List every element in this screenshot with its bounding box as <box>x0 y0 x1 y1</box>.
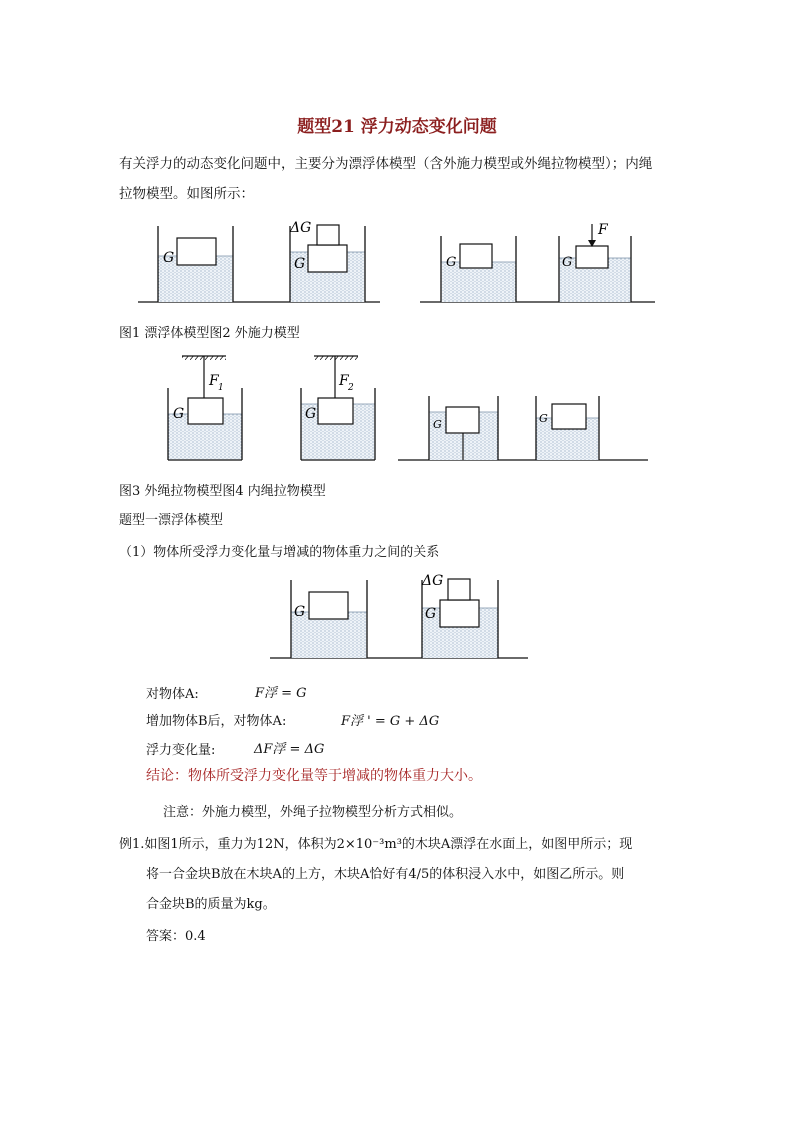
label-f2-sub: 2 <box>348 383 354 393</box>
label-g: G <box>305 406 317 422</box>
eq-a-formula: F浮 = G <box>255 686 307 701</box>
block-a <box>440 600 479 627</box>
label-g: G <box>539 412 548 425</box>
eq-a-label: 对物体A: <box>146 687 199 702</box>
figure-4-internal-rope-model <box>398 396 648 460</box>
label-g: G <box>433 418 442 431</box>
intro-line-1: 有关浮力的动态变化问题中，主要分为漂浮体模型（含外施力模型或外绳拉物模型）；内绳 <box>119 156 653 172</box>
figure-1-floating-model <box>138 220 380 302</box>
example-line-1: 例1.如图1所示，重力为12N，体积为2×10⁻³m³的木块A漂浮在水面上，如图甲所示；现 <box>119 837 633 852</box>
label-g: G <box>562 255 573 270</box>
conclusion: 结论：物体所受浮力变化量等于增减的物体重力大小。 <box>146 768 482 784</box>
label-f1-sub: 1 <box>218 383 224 393</box>
caption-fig-1-2: 图1 漂浮体模型图2 外施力模型 <box>119 326 300 341</box>
block-a <box>318 398 353 424</box>
eq-b-formula: F浮 ' = G + ΔG <box>341 714 440 729</box>
label-f2: F <box>339 373 349 389</box>
block-a <box>576 246 608 268</box>
block-a <box>309 592 348 619</box>
eq-b-label: 增加物体B后，对物体A: <box>146 714 287 729</box>
block-a <box>308 245 347 272</box>
block-a <box>552 404 586 429</box>
eq-delta-label: 浮力变化量: <box>146 743 216 758</box>
label-f1: F <box>209 373 219 389</box>
label-f: F <box>598 222 608 238</box>
intro-line-2: 拉物模型。如图所示： <box>119 186 254 202</box>
section-subheading: （1）物体所受浮力变化量与增减的物体重力之间的关系 <box>119 545 440 560</box>
block-b <box>317 225 339 245</box>
block-b <box>448 579 470 600</box>
example-line-3: 合金块B的质量为kg。 <box>146 897 276 912</box>
label-delta-g: ΔG <box>290 220 312 236</box>
block-a <box>446 407 479 433</box>
label-g: G <box>173 406 185 422</box>
figure-section-floating <box>270 573 528 658</box>
block-a <box>460 244 492 268</box>
section-heading: 题型一漂浮体模型 <box>119 513 224 528</box>
block-a <box>188 398 223 424</box>
block-a <box>177 238 216 265</box>
note: 注意：外施力模型，外绳子拉物模型分析方式相似。 <box>163 805 463 820</box>
label-g: G <box>446 255 457 270</box>
answer: 答案：0.4 <box>146 929 206 944</box>
figure-2-external-force-model <box>420 222 655 302</box>
example-line-2: 将一合金块B放在木块A的上方，木块A恰好有4/5的体积浸入水中，如图乙所示。则 <box>146 867 625 882</box>
label-g: G <box>294 256 306 272</box>
caption-fig-3-4: 图3 外绳拉物模型图4 内绳拉物模型 <box>119 484 326 499</box>
page-title: 题型21 浮力动态变化问题 <box>297 117 497 137</box>
figure-3-external-rope-model <box>168 356 375 460</box>
label-g: G <box>163 250 175 266</box>
eq-delta-formula: ΔF浮 = ΔG <box>254 742 325 757</box>
label-g: G <box>425 606 437 622</box>
label-delta-g: ΔG <box>422 573 444 589</box>
label-g: G <box>294 604 306 620</box>
